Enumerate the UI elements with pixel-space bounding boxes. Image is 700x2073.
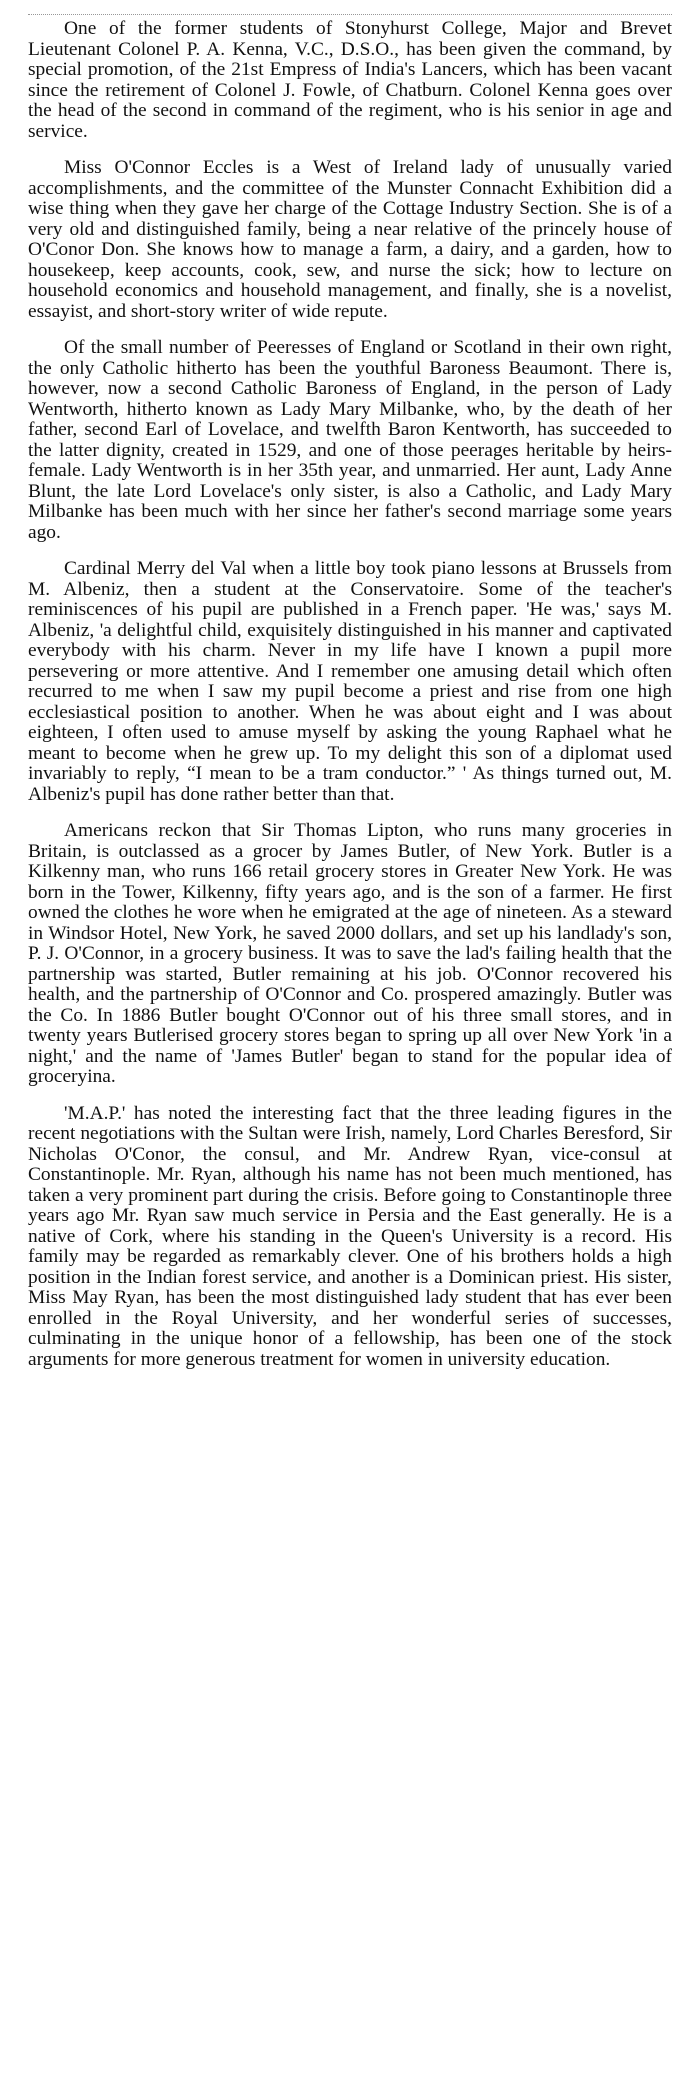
article-peeresses bbox=[28, 338, 672, 543]
article-paragraph: Miss O'Connor Eccles is a West of Ireland lady of unusually varied accomplishments, and the committee of the Munster Connacht Exhibition did a wise thing when they gave her charge of the Cottage Industry Section. She is of a very old and distinguished family, being a near relative of the princely house of O'Conor Don. She knows how to manage a farm, a dairy, and a garden, how to housekeep, keep accounts, cook, sew, and nurse the sick; how to lecture on household economics and household management, and finally, she is a novelist, essayist, and short-story writer of wide repute. bbox=[28, 157, 672, 322]
article-paragraph: One of the former students of Stonyhurst College, Major and Brevet Lieutenant Colonel P. A. Kenna, V.C., D.S.O., has been given the command, by special promotion, of the 21st Empress of India's Lancers, which has been vacant since the retirement of Colonel J. Fowle, of Chatburn. Colonel Kenna goes over the head of the second in command of the regiment, who is his senior in age and service. bbox=[28, 18, 672, 142]
article-james-butler bbox=[28, 821, 672, 1088]
article-oconnor-eccles bbox=[28, 158, 672, 322]
newspaper-column bbox=[28, 0, 672, 1370]
article-merry-del-val bbox=[28, 559, 672, 805]
article-paragraph: Cardinal Merry del Val when a little boy took piano lessons at Brussels from M. Albeniz, then a student at the Conservatoire. Some of the teacher's reminiscences of his pupil are published in a French paper. 'He was,' says M. Albeniz, 'a delightful child, exquisitely distinguished in his manner and captivated everybody with his charm. Never in my life have I known a pupil more persevering or more attentive. And I remember one amusing detail which often recurred to me when I saw my pupil become a priest and rise from one high ecclesiastical position to another. When he was about eight and I was about eighteen, I often used to amuse myself by asking the young Raphael what he meant to become when he grew up. To my delight this son of a diplomat used invariably to reply, “I mean to be a tram conductor.” ' As things turned out, M. Albeniz's pupil has done rather better than that. bbox=[28, 558, 672, 805]
top-rule bbox=[28, 0, 672, 15]
article-paragraph: 'M.A.P.' has noted the interesting fact that the three leading figures in the recent negotiations with the Sultan were Irish, namely, Lord Charles Beresford, Sir Nicholas O'Conor, the consul, and Mr. Andrew Ryan, vice-consul at Constantinople. Mr. Ryan, although his name has not been much mentioned, has taken a very prominent part during the crisis. Before going to Constantinople three years ago Mr. Ryan saw much service in Persia and the East generally. He is a native of Cork, where his standing in the Queen's University is a record. His family may be regarded as remarkably clever. One of his brothers holds a high position in the Indian forest service, and another is a Dominican priest. His sister, Miss May Ryan, has been the most distinguished lady student that has ever been enrolled in the Royal University, and her wonderful series of successes, culminating in the unique honor of a fellowship, has been one of the stock arguments for more generous treatment for women in university education. bbox=[28, 1102, 672, 1370]
article-andrew-ryan bbox=[28, 1104, 672, 1371]
article-paragraph: Americans reckon that Sir Thomas Lipton, who runs many groceries in Britain, is outclassed as a grocer by James Butler, of New York. Butler is a Kilkenny man, who runs 166 retail grocery stores in Greater New York. He was born in the Tower, Kilkenny, fifty years ago, and is the son of a farmer. He first owned the clothes he wore when he emigrated at the age of nineteen. As a steward in Windsor Hotel, New York, he saved 2000 dollars, and set up his landlady's son, P. J. O'Connor, in a grocery business. It was to save the lad's failing health that the partnership was started, Butler remaining at his job. O'Connor recovered his health, and the partnership of O'Connor and Co. prospered amazingly. Butler was the Co. In 1886 Butler bought O'Connor out of his three small stores, and in twenty years Butlerised grocery stores began to spring up all over New York 'in a night,' and the name of 'James Butler' began to stand for the popular idea of groceryina. bbox=[28, 820, 672, 1087]
article-kenna bbox=[28, 19, 672, 142]
article-paragraph: Of the small number of Peeresses of England or Scotland in their own right, the only Catholic hitherto has been the youthful Baroness Beaumont. There is, however, now a second Catholic Baroness of England, in the person of Lady Wentworth, hitherto known as Lady Mary Milbanke, who, by the death of her father, second Earl of Lovelace, and twelfth Baron Kentworth, has succeeded to the latter dignity, created in 1529, and one of those peerages heritable by heirs-female. Lady Wentworth is in her 35th year, and unmarried. Her aunt, Lady Anne Blunt, the late Lord Lovelace's only sister, is also a Catholic, and Lady Mary Milbanke has been much with her since her father's second marriage some years ago. bbox=[28, 337, 672, 543]
